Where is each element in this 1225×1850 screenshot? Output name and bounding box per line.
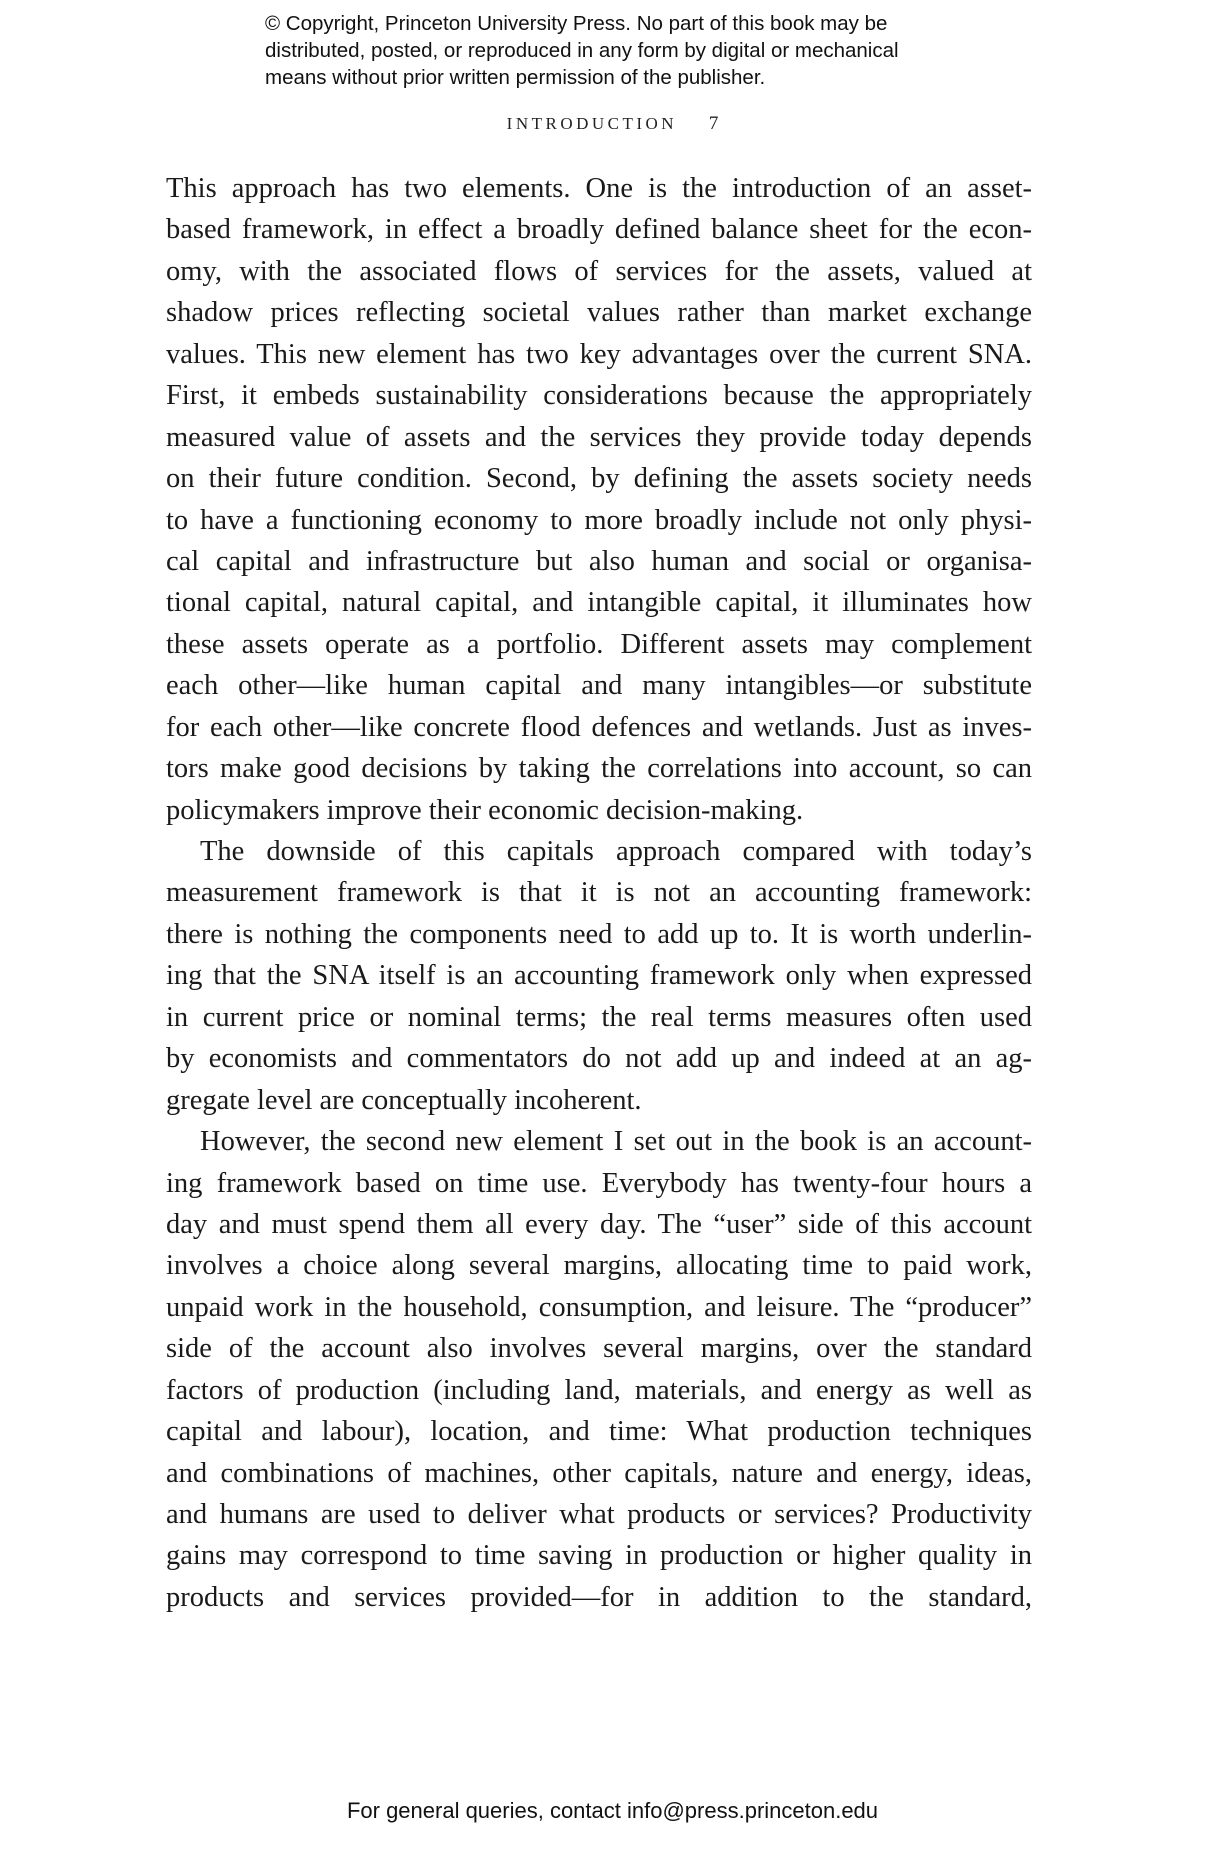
running-head-title: INTRODUCTION [506,114,678,133]
text-line: However, the second new element I set out in the book is an account- [200,1126,1032,1158]
text-line: The downside of this capitals approach compared with today’s [200,836,1032,867]
text-line: factors of production (including land, materials, and energy as well as [166,1374,1032,1406]
body-text [166,168,1032,1618]
text-line: by economists and commentators do not add up and indeed at an ag- [166,1043,1032,1075]
text-line: products and services provided—for in addition to the standard, [166,1581,1032,1613]
text-line: policymakers improve their economic decision-making. [166,794,804,826]
paragraph [166,831,1032,1121]
text-line: ing that the SNA itself is an accounting framework only when expressed [166,960,1032,992]
text-line: these assets operate as a portfolio. Different assets may complement [166,628,1032,660]
paragraph [166,1121,1032,1618]
text-line: side of the account also involves several margins, over the standard [166,1333,1032,1365]
text-line: unpaid work in the household, consumption, and leisure. The “producer” [166,1291,1032,1323]
text-line: day and must spend them all every day. The “user” side of this account [166,1208,1032,1240]
text-line: there is nothing the components need to add up to. It is worth underlin- [166,918,1032,950]
text-line: gains may correspond to time saving in production or higher quality in [166,1540,1032,1572]
copyright-line: distributed, posted, or reproduced in any form by digital or mechanical [265,39,899,62]
text-line: omy, with the associated flows of services for the assets, valued at [166,255,1032,287]
text-line: for each other—like concrete flood defences and wetlands. Just as inves- [166,711,1032,743]
text-line: involves a choice along several margins, allocating time to paid work, [166,1250,1032,1282]
copyright-notice [265,10,1025,91]
text-line: measurement framework is that it is not an accounting framework: [166,877,1032,909]
text-line: based framework, in effect a broadly defined balance sheet for the econ- [166,214,1032,246]
page-number: 7 [708,113,719,134]
text-line: tional capital, natural capital, and intangible capital, it illuminates how [166,587,1032,619]
paragraph [166,168,1032,831]
text-line: shadow prices reflecting societal values rather than market exchange [166,297,1032,329]
text-line: This approach has two elements. One is the introduction of an asset- [166,173,1032,204]
text-line: measured value of assets and the services they provide today depends [166,421,1032,453]
text-line: capital and labour), location, and time: What production techniques [166,1416,1032,1448]
text-line: to have a functioning economy to more broadly include not only physi- [166,504,1032,536]
text-line: ing framework based on time use. Everybody has twenty-four hours a [166,1167,1032,1199]
text-line: values. This new element has two key advantages over the current SNA. [166,338,1032,370]
footer-contact: For general queries, contact info@press.princeton.edu [346,1798,879,1823]
text-line: First, it embeds sustainability considerations because the appropriately [166,380,1032,412]
text-line: cal capital and infrastructure but also human and social or organisa- [166,545,1032,577]
text-line: gregate level are conceptually incoherent. [166,1084,642,1116]
text-line: each other—like human capital and many intangibles—or substitute [166,670,1032,702]
text-line: on their future condition. Second, by defining the assets society needs [166,463,1032,495]
running-head [0,113,1225,135]
text-line: and humans are used to deliver what products or services? Productivity [166,1499,1032,1530]
text-line: tors make good decisions by taking the correlations into account, so can [166,753,1032,785]
copyright-line: means without prior written permission of the publisher. [265,66,766,89]
text-line: in current price or nominal terms; the real terms measures often used [166,1001,1032,1033]
copyright-line: © Copyright, Princeton University Press. No part of this book may be [265,12,888,35]
text-line: and combinations of machines, other capitals, nature and energy, ideas, [166,1457,1032,1489]
